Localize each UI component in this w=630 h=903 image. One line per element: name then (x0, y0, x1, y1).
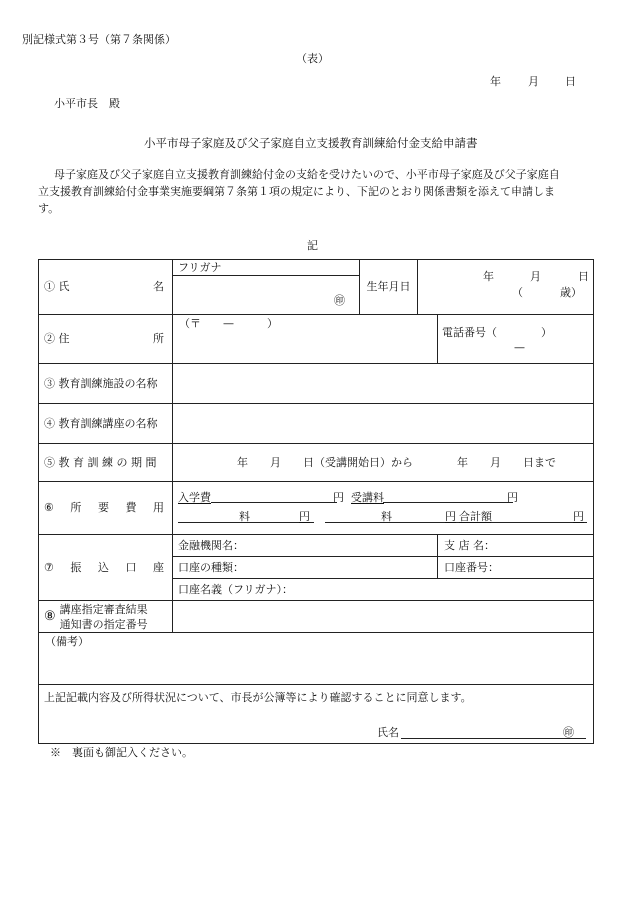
signature-label: 氏名 (377, 726, 399, 739)
name-label-num: ① (44, 280, 55, 294)
tuition-underline (383, 502, 513, 503)
total-label: 合計額 (459, 510, 492, 523)
side-label: （表） (296, 52, 329, 65)
account-holder-field[interactable] (173, 579, 594, 601)
notice-label-num: ⑧ (44, 608, 56, 624)
date-month-label: 月 (528, 75, 539, 88)
intro-line-3: す。 (38, 202, 60, 215)
bank-label-char-2: 込 (97, 560, 109, 574)
birth-year-label: 年 (483, 270, 494, 283)
ki-heading: 記 (307, 239, 318, 252)
account-holder-label: 口座名義（フリガナ）： (178, 582, 293, 596)
cost-field[interactable] (173, 482, 594, 535)
bank-name-label: 金融機関名： (178, 538, 244, 552)
address-label-cell (39, 315, 173, 364)
phone-field[interactable] (438, 315, 594, 364)
course-label-cell (39, 404, 173, 444)
application-table (38, 259, 594, 744)
signature-seal: ㊞ (563, 726, 574, 739)
birth-date-field[interactable] (418, 260, 594, 315)
cost-label-char-1: 所 (70, 501, 82, 515)
date-year-label: 年 (490, 75, 501, 88)
bank-label-char-1: 振 (70, 560, 82, 574)
course-label: ④ 教育訓練講座の名称 (44, 416, 158, 430)
birth-label-cell (360, 260, 418, 315)
entrance-fee-label: 入学費 (178, 491, 211, 504)
phone-label: 電話番号（ ） (442, 326, 552, 339)
age-open: （ (512, 286, 523, 299)
name-label-a: 氏 (58, 280, 70, 294)
consent-text: 上記記載内容及び所得状況について、市長が公簿等により確認することに同意します。 (44, 691, 472, 704)
period-label: ⑤ 教 育 訓 練 の 期 間 (44, 455, 157, 469)
birth-month-label: 月 (530, 270, 541, 283)
remarks-field[interactable] (39, 633, 594, 685)
cost-label-char-3: 費 (125, 501, 137, 515)
address-label-a: 住 (58, 332, 70, 346)
period-label-cell (39, 444, 173, 482)
addressee: 小平市長 殿 (54, 97, 120, 110)
cost-label-cell (39, 482, 173, 535)
name-label-cell (39, 260, 173, 315)
intro-line-2: 立支援教育訓練給付金事業実施要綱第７条第１項の規定により、下記のとおり関係書類を添えて申請しま (38, 185, 555, 198)
date-day-label: 日 (565, 75, 576, 88)
consent-cell (39, 685, 594, 744)
bank-name-field[interactable] (173, 535, 438, 557)
period-text: 年 月 日（受講開始日）から 年 月 日まで (237, 455, 556, 469)
period-field[interactable] (173, 444, 594, 482)
account-number-field[interactable] (438, 557, 594, 579)
form-id: 別記様式第３号（第７条関係） (22, 33, 176, 46)
fee-1-yen: 円 (299, 510, 310, 523)
facility-field[interactable] (173, 364, 594, 404)
birth-label: 生年月日 (366, 280, 411, 294)
bank-label-char-3: 口 (125, 560, 137, 574)
notice-number-field[interactable] (173, 601, 594, 633)
furigana-field[interactable] (173, 260, 360, 276)
facility-label-cell (39, 364, 173, 404)
address-label-num: ② (44, 332, 55, 346)
name-field[interactable] (173, 276, 360, 315)
course-field[interactable] (173, 404, 594, 444)
address-field[interactable] (173, 315, 438, 364)
signature-line[interactable] (401, 738, 586, 739)
entrance-fee-yen: 円 (333, 491, 344, 504)
notice-label-line-1: 講座指定審査結果 (59, 602, 148, 616)
birth-day-label: 日 (578, 270, 589, 283)
fee-2-underline (325, 522, 461, 523)
branch-field[interactable] (438, 535, 594, 557)
bank-label-cell (39, 535, 173, 601)
account-type-label: 口座の種類： (178, 560, 244, 574)
bank-label-num: ⑦ (44, 560, 54, 574)
remarks-label: （備考） (45, 635, 89, 648)
facility-label: ③ 教育訓練施設の名称 (44, 376, 158, 390)
account-number-label: 口座番号： (444, 560, 499, 574)
notice-label-cell (39, 601, 173, 633)
branch-label: 支 店 名： (444, 538, 495, 552)
intro-line-1: 母子家庭及び父子家庭自立支援教育訓練給付金の支給を受けたいので、小平市母子家庭及び父子家庭自 (54, 168, 560, 181)
tuition-yen: 円 (507, 491, 518, 504)
footnote: ※ 裏面も御記入ください。 (50, 746, 193, 759)
entrance-fee-underline (211, 502, 337, 503)
tuition-label: 受講料 (351, 491, 384, 504)
notice-label-line-2: 通知書の指定番号 (59, 617, 148, 631)
cost-label-char-2: 要 (97, 501, 109, 515)
phone-dash: — (514, 341, 525, 354)
account-type-field[interactable] (173, 557, 438, 579)
seal-mark: ㊞ (334, 294, 345, 307)
fee-2-yen: 円 (445, 510, 456, 523)
cost-label-num: ⑥ (44, 501, 54, 515)
total-yen: 円 (573, 510, 584, 523)
cost-label-char-4: 用 (153, 501, 164, 515)
furigana-label: フリガナ (178, 260, 222, 274)
age-unit: 歳） (560, 286, 582, 299)
fee-2-label: 料 (381, 510, 392, 523)
address-label-b: 所 (153, 332, 164, 346)
postal-code-label: （〒 — ） (179, 317, 278, 330)
form-title: 小平市母子家庭及び父子家庭自立支援教育訓練給付金支給申請書 (144, 136, 478, 150)
bank-label-char-4: 座 (153, 560, 164, 574)
fee-1-label: 料 (239, 510, 250, 523)
name-label-b: 名 (153, 280, 164, 294)
